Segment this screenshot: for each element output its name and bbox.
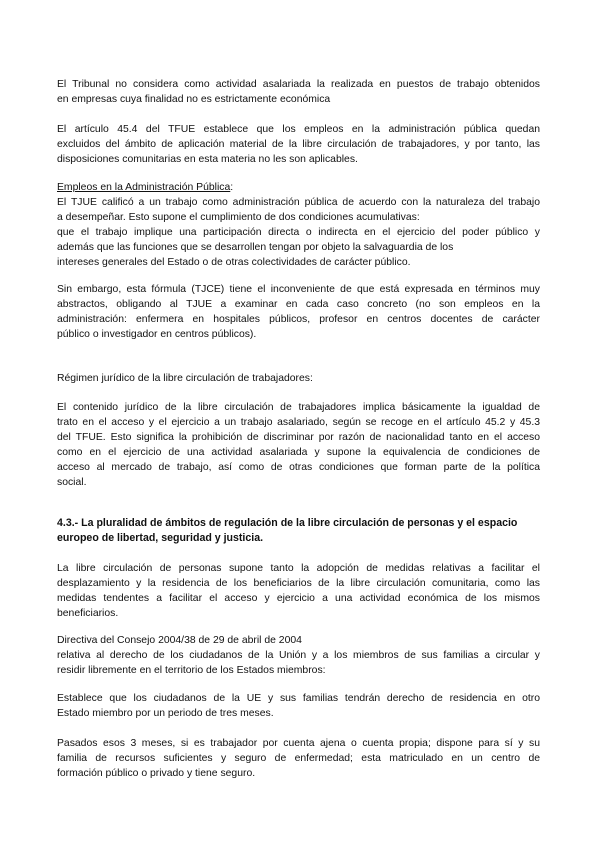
text-line: Régimen jurídico de la libre circulación de trabajadores: (57, 373, 313, 384)
paragraph-legal-regime-title (57, 371, 540, 386)
text-line: familia de recursos suficientes y seguro de enfermedad; esta matriculado en un centro de (57, 753, 540, 764)
text-line: relativa al derecho de los ciudadanos de la Unión y a los miembros de sus familias a circular y (57, 650, 540, 661)
paragraph-article-45-4 (57, 122, 540, 167)
text-line: El artículo 45.4 del TFUE establece que los empleos en la administración pública quedan (57, 124, 540, 135)
text-line: beneficiarios. (57, 608, 119, 619)
text-line: El Tribunal no considera como actividad asalariada la realizada en puestos de trabajo obtenidos (57, 79, 540, 90)
paragraph-after-three-months (57, 736, 540, 781)
text-line: Estado miembro por un periodo de tres meses. (57, 708, 274, 719)
text-line: social. (57, 477, 87, 488)
text-line: como en el ejercicio de una actividad asalariada y supone la equivalencia de condiciones de (57, 447, 540, 458)
subsection-title-text: Empleos en la Administración Pública (57, 182, 231, 193)
text-line: residir libremente en el territorio de los Estados miembros: (57, 665, 326, 676)
paragraph-nonsalaried-activity (57, 77, 540, 107)
text-line: desplazamiento y la residencia de los beneficiarios de la libre circulación comunitaria, como las (57, 578, 540, 589)
heading-line: 4.3.- La pluralidad de ámbitos de regulación de la libre circulación de personas y el espacio (57, 517, 518, 529)
text-line: excluidos del ámbito de aplicación material de la libre circulación de trabajadores, y por tanto, las (57, 139, 540, 150)
text-line: administración: enfermera en hospitales públicos, profesor en centros docentes de carácter (57, 314, 540, 325)
section-heading-4-3 (57, 516, 540, 546)
text-line: del TFUE. Esto significa la prohibición de discriminar por razón de nacionalidad tanto en el acceso (57, 432, 540, 443)
paragraph-directive-2004-38 (57, 633, 540, 678)
subsection-title-colon: : (230, 182, 234, 193)
text-line: abstractos, obligando al TJUE a examinar en cada caso concreto (no son empleos en la (57, 299, 540, 310)
text-line: formación público o privado y tiene seguro. (57, 768, 256, 779)
text-line: disposiciones comunitarias en esta materia no les son aplicables. (57, 154, 358, 165)
text-line: Pasados esos 3 meses, si es trabajador por cuenta ajena o cuenta propia; dispone para sí y su (57, 738, 540, 749)
heading-line: europeo de libertad, seguridad y justicia. (57, 532, 264, 544)
text-line: además que las funciones que se desarrollen tengan por objeto la salvaguardia de los (57, 242, 454, 253)
text-line: El TJUE calificó a un trabajo como administración pública de acuerdo con la naturaleza del trabajo (57, 197, 540, 208)
text-line: El contenido jurídico de la libre circulación de trabajadores implica básicamente la igualdad de (57, 402, 540, 413)
paragraph-tjce-formula (57, 282, 540, 342)
text-line: La libre circulación de personas supone tanto la adopción de medidas relativas a facilitar el (57, 563, 540, 574)
subsection-title (57, 180, 540, 195)
text-line: intereses generales del Estado o de otras colectividades de carácter público. (57, 257, 411, 268)
text-line: Directiva del Consejo 2004/38 de 29 de abril de 2004 (57, 635, 302, 646)
text-line: a desempeñar. Esto supone el cumplimiento de dos condiciones acumulativas: (57, 212, 420, 223)
text-line: que el trabajo implique una participación directa o indirecta en el ejercicio del poder público y (57, 227, 540, 238)
text-line: acceso al mercado de trabajo, así como de otras condiciones que forman parte de la política (57, 462, 540, 473)
paragraph-free-movement (57, 561, 540, 621)
text-line: público o investigador en centros públicos). (57, 329, 257, 340)
text-line: en empresas cuya finalidad no es estrictamente económica (57, 94, 331, 105)
text-line: Sin embargo, esta fórmula (TJCE) tiene el inconveniente de que está expresada en términos muy (57, 284, 540, 295)
text-line: Establece que los ciudadanos de la UE y sus familias tendrán derecho de residencia en otro (57, 693, 540, 704)
text-line: medidas tendentes a facilitar el acceso y ejercicio a una actividad económica de los mismos (57, 593, 540, 604)
paragraph-residence-right (57, 691, 540, 721)
text-line: trato en el acceso y el ejercicio a un trabajo asalariado, según se recoge en el artículo 45.2 y 45.3 (57, 417, 540, 428)
paragraph-public-employment (57, 180, 540, 270)
paragraph-legal-content (57, 400, 540, 490)
